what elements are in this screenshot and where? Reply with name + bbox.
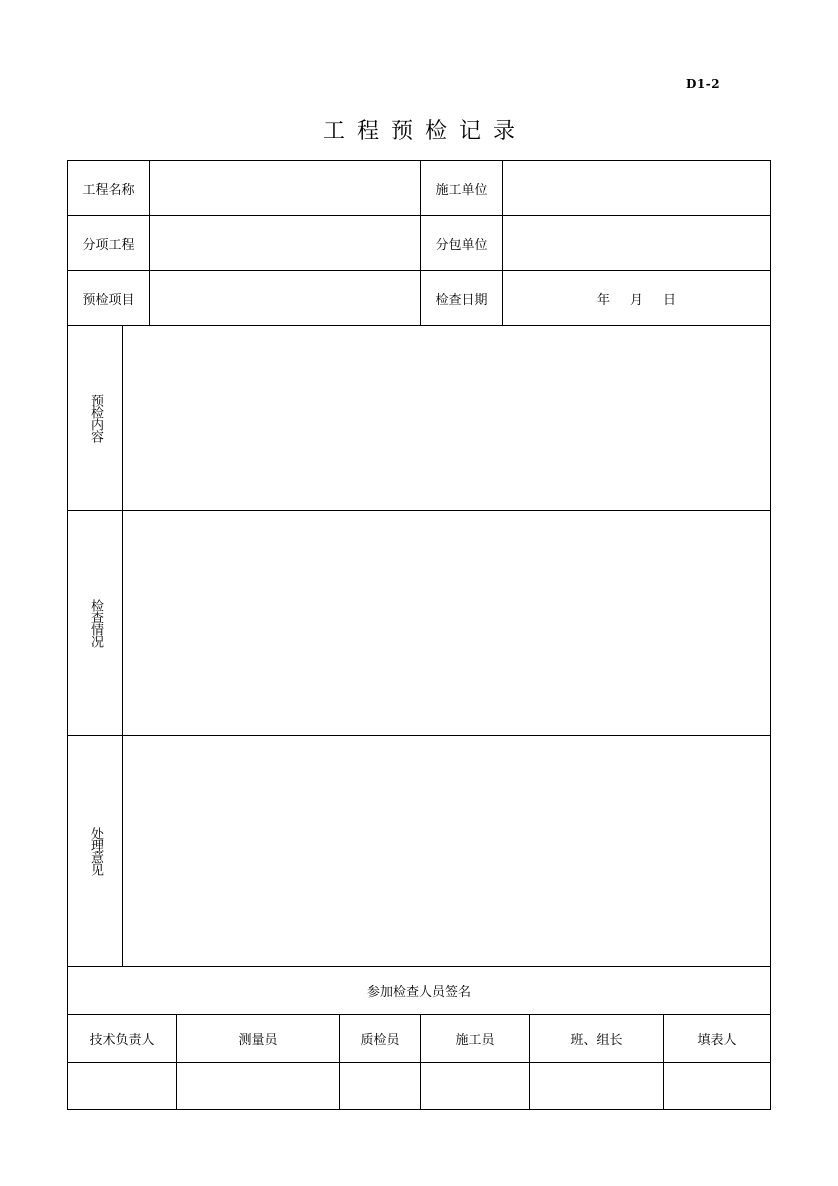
subcontract-unit-label: 分包单位 [435, 237, 488, 253]
precheck-record-form [67, 160, 771, 1110]
signature-field-form-filler[interactable] [664, 1063, 770, 1109]
subcontract-unit-field[interactable] [503, 216, 770, 270]
check-date-field[interactable] [503, 271, 770, 325]
signature-heading: 参加检查人员签名 [366, 985, 471, 1000]
precheck-content-label: 预检内容 [88, 394, 103, 442]
construction-unit-label: 施工单位 [435, 182, 488, 198]
handling-opinion-label: 处理意见 [88, 827, 103, 875]
signature-field-quality-inspector[interactable] [340, 1063, 420, 1109]
role-surveyor: 测量员 [238, 1033, 278, 1048]
signature-field-technical-lead[interactable] [68, 1063, 176, 1109]
date-day-label: 日 [663, 292, 677, 308]
role-constructor: 施工员 [455, 1033, 495, 1048]
date-month-label: 月 [629, 292, 643, 308]
signature-field-team-leader[interactable] [530, 1063, 663, 1109]
date-year-label: 年 [596, 292, 610, 308]
precheck-content-area[interactable] [123, 326, 770, 510]
role-team-leader: 班、组长 [570, 1033, 623, 1048]
project-name-field[interactable] [150, 161, 420, 215]
role-technical-lead: 技术负责人 [89, 1033, 155, 1048]
project-name-label: 工程名称 [82, 182, 135, 198]
precheck-item-field[interactable] [150, 271, 420, 325]
signature-field-surveyor[interactable] [177, 1063, 339, 1109]
sub-item-field[interactable] [150, 216, 420, 270]
handling-opinion-area[interactable] [123, 736, 770, 966]
precheck-item-label: 预检项目 [82, 292, 135, 308]
sub-item-label: 分项工程 [82, 237, 135, 253]
role-form-filler: 填表人 [697, 1033, 737, 1048]
check-date-label: 检查日期 [435, 292, 488, 308]
construction-unit-field[interactable] [503, 161, 770, 215]
signature-field-constructor[interactable] [421, 1063, 529, 1109]
document-code: D1-2 [686, 77, 721, 91]
check-status-area[interactable] [123, 511, 770, 735]
check-status-label: 检查情况 [88, 599, 103, 647]
role-quality-inspector: 质检员 [360, 1033, 400, 1048]
page-title: 工程预检记录 [322, 119, 527, 144]
